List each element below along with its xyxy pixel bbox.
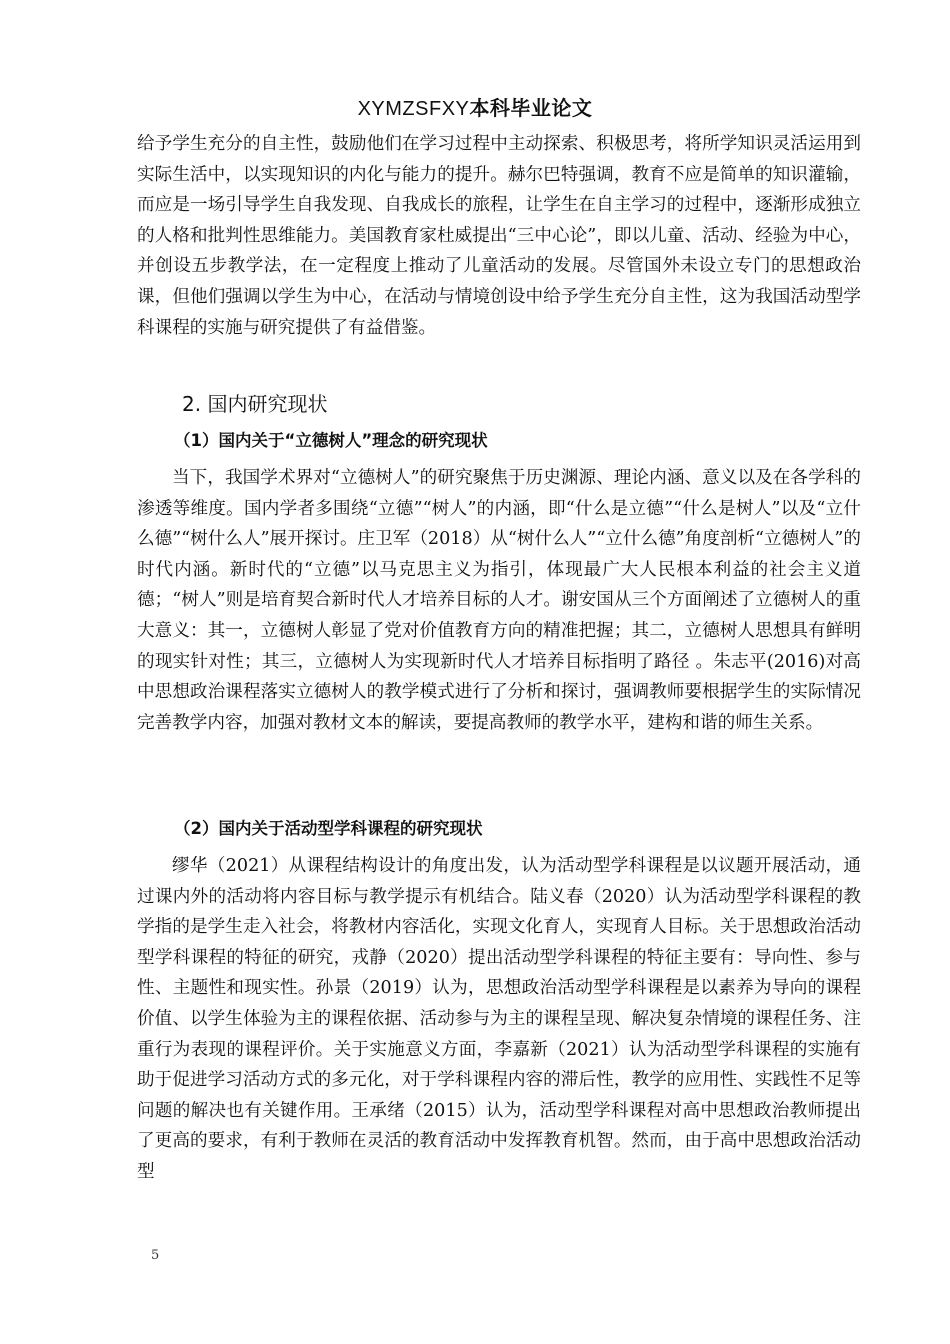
subsection-heading-lide-shuren: （1）国内关于“立德树人”理念的研究现状 — [174, 431, 488, 450]
header-title: 本科毕业论文 — [469, 98, 593, 120]
page-number: 5 — [151, 1248, 160, 1263]
header-code: XYMZSFXY — [357, 98, 470, 120]
running-header — [0, 92, 950, 121]
section-heading-domestic-research: 2. 国内研究现状 — [182, 392, 328, 416]
paragraph-activity-curriculum-research: 缪华（2021）从课程结构设计的角度出发，认为活动型学科课程是以议题开展活动，通过课内外的活动将内容目标与教学提示有机结合。陆义春（2020）认为活动型学科课程的教学指的是学生走入社会，将教材内容活化，实现文化育人，实现育人目标。关于思想政治活动型学科课程的特征的研究，戎静（2020）提出活动型学科课程的特征主要有：导向性、参与性、主题性和现实性。孙景（2019）认为，思想政治活动型学科课程是以素养为导向的课程价值、以学生体验为主的课程依据、活动参与为主的课程呈现、解决复杂情境的课程任务、注重行为表现的课程评价。关于实施意义方面，李嘉新（2021）认为活动型学科课程的实施有助于促进学习活动方式的多元化，对于学科课程内容的滞后性，教学的应用性、实践性不足等问题的解决也有关键作用。王承绪（2015）认为，活动型学科课程对高中思想政治教师提出了更高的要求，有利于教师在灵活的教育活动中发挥教育机智。然而，由于高中思想政治活动型 — [137, 856, 861, 1182]
paragraph-lide-shuren-research: 当下，我国学术界对“立德树人”的研究聚焦于历史渊源、理论内涵、意义以及在各学科的渗透等维度。国内学者多围绕“立德”“树人”的内涵，即“什么是立德”“什么是树人”以及“立什么德”“树什么人”展开探讨。庄卫军（2018）从“树什么人”“立什么德”角度剖析“立德树人”的时代内涵。新时代的“立德”以马克思主义为指引，体现最广大人民根本利益的社会主义道德；“树人”则是培育契合新时代人才培养目标的人才。谢安国从三个方面阐述了立德树人的重大意义：其一，立德树人彰显了党对价值教育方向的精准把握；其二，立德树人思想具有鲜明的现实针对性；其三，立德树人为实现新时代人才培养目标指明了路径 。朱志平(2016)对高中思想政治课程落实立德树人的教学模式进行了分析和探讨，强调教师要根据学生的实际情况完善教学内容，加强对教材文本的解读，要提高教师的教学水平，建构和谐的师生关系。 — [137, 468, 861, 733]
paragraph-foreign-research-end: 给予学生充分的自主性，鼓励他们在学习过程中主动探索、积极思考，将所学知识灵活运用到实际生活中，以实现知识的内化与能力的提升。赫尔巴特强调，教育不应是简单的知识灌输，而应是一场引导学生自我发现、自我成长的旅程，让学生在自主学习的过程中，逐渐形成独立的人格和批判性思维能力。美国教育家杜威提出“三中心论”，即以儿童、活动、经验为中心，并创设五步教学法，在一定程度上推动了儿童活动的发展。尽管国外未设立专门的思想政治课，但他们强调以学生为中心，在活动与情境创设中给予学生充分自主性，这为我国活动型学科课程的实施与研究提供了有益借鉴。 — [137, 134, 861, 338]
subsection-heading-activity-curriculum: （2）国内关于活动型学科课程的研究现状 — [174, 819, 483, 838]
